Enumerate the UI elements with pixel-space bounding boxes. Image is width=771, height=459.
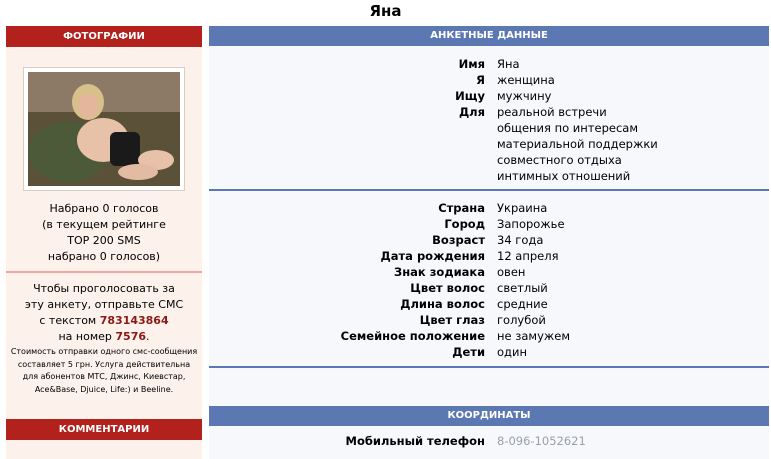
profile-row <box>209 152 769 168</box>
field-value: материальной поддержки <box>497 137 658 151</box>
field-label: Для <box>458 105 485 119</box>
profile-row <box>209 104 769 120</box>
profile-row <box>209 248 769 264</box>
profile-row <box>209 296 769 312</box>
field-label: Дата рождения <box>380 249 485 263</box>
field-value: один <box>497 345 527 359</box>
divider <box>6 271 202 273</box>
votes-line: набрано 0 голосов) <box>47 250 161 263</box>
left-sidebar <box>6 26 202 459</box>
field-label: Цвет глаз <box>419 313 485 327</box>
sms-number-prefix: на номер <box>58 330 112 343</box>
field-value: голубой <box>497 313 546 327</box>
sms-text-prefix: с текстом <box>39 314 97 327</box>
field-label: Возраст <box>432 233 485 247</box>
field-label: Длина волос <box>400 297 485 311</box>
votes-line: TOP 200 SMS <box>67 234 141 247</box>
field-value: реальной встречи <box>497 105 607 119</box>
field-label: Знак зодиака <box>394 265 485 279</box>
field-label: Город <box>444 217 485 231</box>
profile-row <box>209 56 769 72</box>
sms-instructions <box>6 281 202 345</box>
profile-row <box>209 328 769 344</box>
field-label: Страна <box>438 201 485 215</box>
profile-row <box>209 200 769 216</box>
profile-header: АНКЕТНЫЕ ДАННЫЕ <box>209 26 769 46</box>
phone-value: 8-096-1052621 <box>497 434 586 448</box>
profile-row <box>209 168 769 184</box>
profile-panel <box>209 26 769 459</box>
profile-row <box>209 120 769 136</box>
field-value: мужчину <box>497 89 552 103</box>
field-value: женщина <box>497 73 555 87</box>
page-title: Яна <box>369 2 402 20</box>
section-divider <box>209 366 769 368</box>
votes-info <box>6 201 202 265</box>
field-value: 12 апреля <box>497 249 559 263</box>
votes-line: Набрано 0 голосов <box>49 202 159 215</box>
votes-line: (в текущем рейтинге <box>42 218 166 231</box>
field-value: общения по интересам <box>497 121 638 135</box>
profile-row <box>209 136 769 152</box>
profile-row <box>209 280 769 296</box>
section-divider <box>209 189 769 191</box>
field-label: Ищу <box>455 89 485 103</box>
phone-row <box>209 433 769 449</box>
profile-row <box>209 88 769 104</box>
field-label: Цвет волос <box>410 281 485 295</box>
field-label: Семейное положение <box>340 329 485 343</box>
field-value: светлый <box>497 281 548 295</box>
photo-image[interactable] <box>28 72 180 186</box>
profile-row <box>209 344 769 360</box>
sms-fine-print: Стоимость отправки одного смс-сообщения составляет 5 грн. Услуга действительна для абонентов МТС, Джинс, Киевстар, Ace&Base, Djuice, Life:) и Beeline. <box>10 347 198 394</box>
coordinates-header: КООРДИНАТЫ <box>209 406 769 426</box>
photos-header: ФОТОГРАФИИ <box>6 26 202 47</box>
field-value: 34 года <box>497 233 544 247</box>
profile-row <box>209 312 769 328</box>
sms-number: 7576 <box>115 330 147 343</box>
field-value: не замужем <box>497 329 571 343</box>
field-value: Украина <box>497 201 548 215</box>
sms-line <box>6 329 202 345</box>
field-value: средние <box>497 297 548 311</box>
phone-label: Мобильный телефон <box>345 434 485 448</box>
sms-line: Чтобы проголосовать за <box>33 282 175 295</box>
sms-line: эту анкету, отправьте СМС <box>24 298 184 311</box>
profile-row <box>209 232 769 248</box>
profile-photo[interactable] <box>23 67 185 191</box>
sms-line <box>6 313 202 329</box>
field-label: Дети <box>452 345 485 359</box>
field-value: совместного отдыха <box>497 153 622 167</box>
field-value: интимных отношений <box>497 169 631 183</box>
field-value: Запорожье <box>497 217 565 231</box>
profile-row <box>209 72 769 88</box>
sms-code: 783143864 <box>99 314 169 327</box>
sms-suffix: . <box>146 330 150 343</box>
profile-row <box>209 264 769 280</box>
profile-row <box>209 216 769 232</box>
field-label: Я <box>476 73 485 87</box>
comments-header[interactable]: КОММЕНТАРИИ <box>6 419 202 440</box>
field-label: Имя <box>458 57 485 71</box>
field-value: овен <box>497 265 526 279</box>
field-value: Яна <box>497 57 520 71</box>
